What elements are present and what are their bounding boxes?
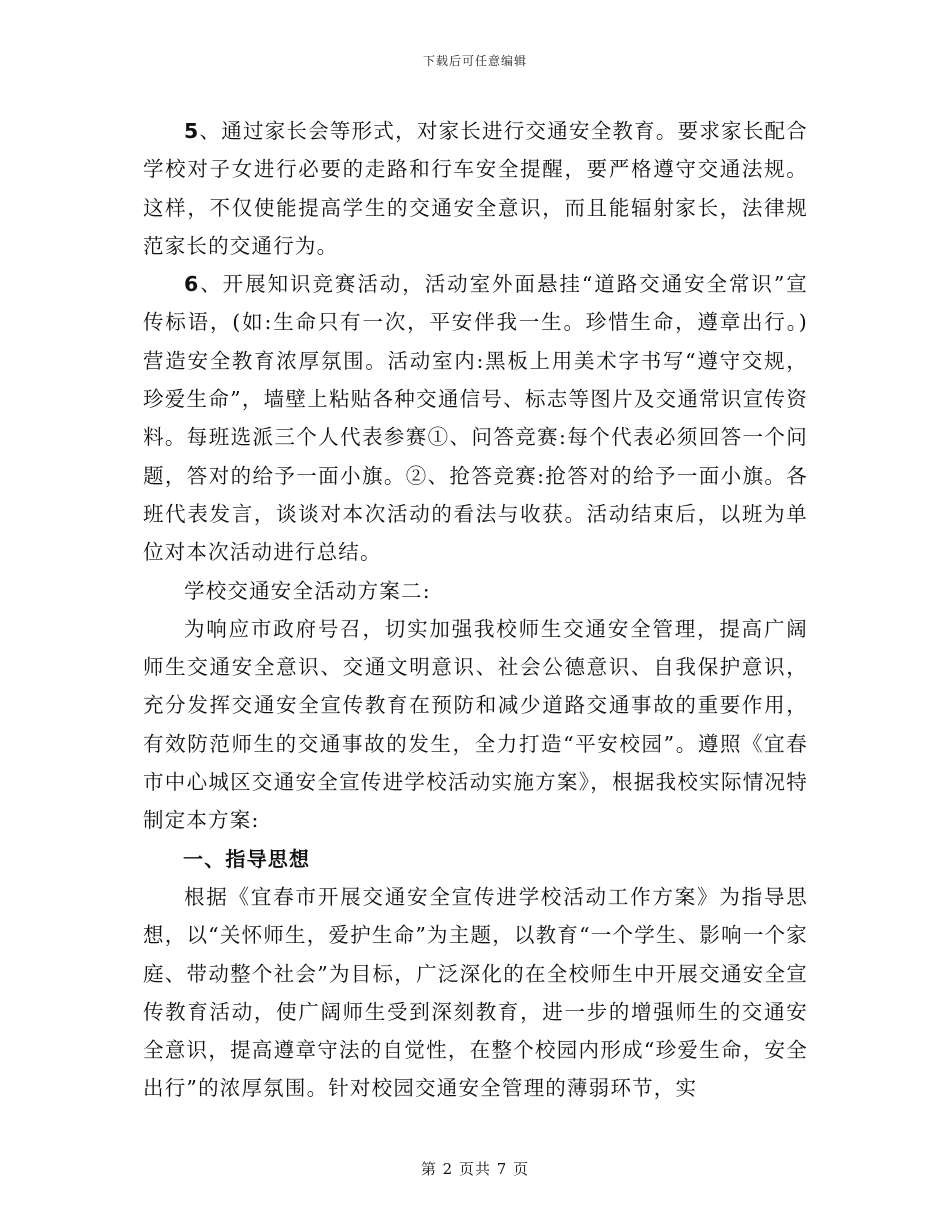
paragraph-text: 、通过家长会等形式，对家长进行交通安全教育。要求家长配合学校对子女进行必要的走路和行车安全提醒，要严格遵守交通法规。这样，不仅使能提高学生的交通安全意识，而且能辐射家长，法律规范家长的交通行为。	[143, 119, 808, 258]
header-note: 下载后可任意编辑	[422, 54, 527, 68]
document-body	[143, 112, 808, 1108]
item-number: 5	[184, 119, 200, 143]
section-heading: 一、指导思想	[183, 846, 311, 871]
page-number: 第 2 页共 7 页	[420, 1160, 530, 1178]
paragraph-guiding-idea: 根据《宜春市开展交通安全宣传进学校活动工作方案》为指导思想，以“关怀师生，爱护生命”为主题，以教育“一个学生、影响一个家庭、带动整个社会”为目标，广泛深化的在全校师生中开展交通安全宣传教育活动，使广阔师生受到深刻教育，进一步的增强师生的交通安全意识，提高遵章守法的自觉性，在整个校园内形成“珍爱生命，安全出行”的浓厚氛围。针对校园交通安全管理的薄弱环节，实	[143, 884, 808, 1101]
item-number: 6	[184, 272, 200, 297]
paragraph-item-5	[143, 112, 808, 265]
paragraph-item-6	[143, 265, 808, 571]
section-intro: 学校交通安全活动方案二:	[184, 578, 431, 603]
paragraph-purpose: 为响应市政府号召，切实加强我校师生交通安全管理，提高广阔师生交通安全意识、交通文明意识、社会公德意识、自我保护意识，充分发挥交通安全宣传教育在预防和减少道路交通事故的重要作用，有效防范师生的交通事故的发生，全力打造“平安校园”。遵照《宜春市中心城区交通安全宣传进学校活动实施方案》，根据我校实际情况特制定本方案:	[143, 616, 808, 833]
paragraph-text: 、开展知识竞赛活动，活动室外面悬挂“道路交通安全常识”宣传标语，(如:生命只有一次，平安伴我一生。珍惜生命，遵章出行。)营造安全教育浓厚氛围。活动室内:黑板上用美术字书写“遵守交规，珍爱生命”，墙壁上粘贴各种交通信号、标志等图片及交通常识宣传资料。每班选派三个人代表参赛①、问答竞赛:每个代表必须回答一个问题，答对的给予一面小旗。②、抢答竞赛:抢答对的给予一面小旗。各班代表发言，谈谈对本次活动的看法与收获。活动结束后，以班为单位对本次活动进行总结。	[143, 272, 808, 565]
